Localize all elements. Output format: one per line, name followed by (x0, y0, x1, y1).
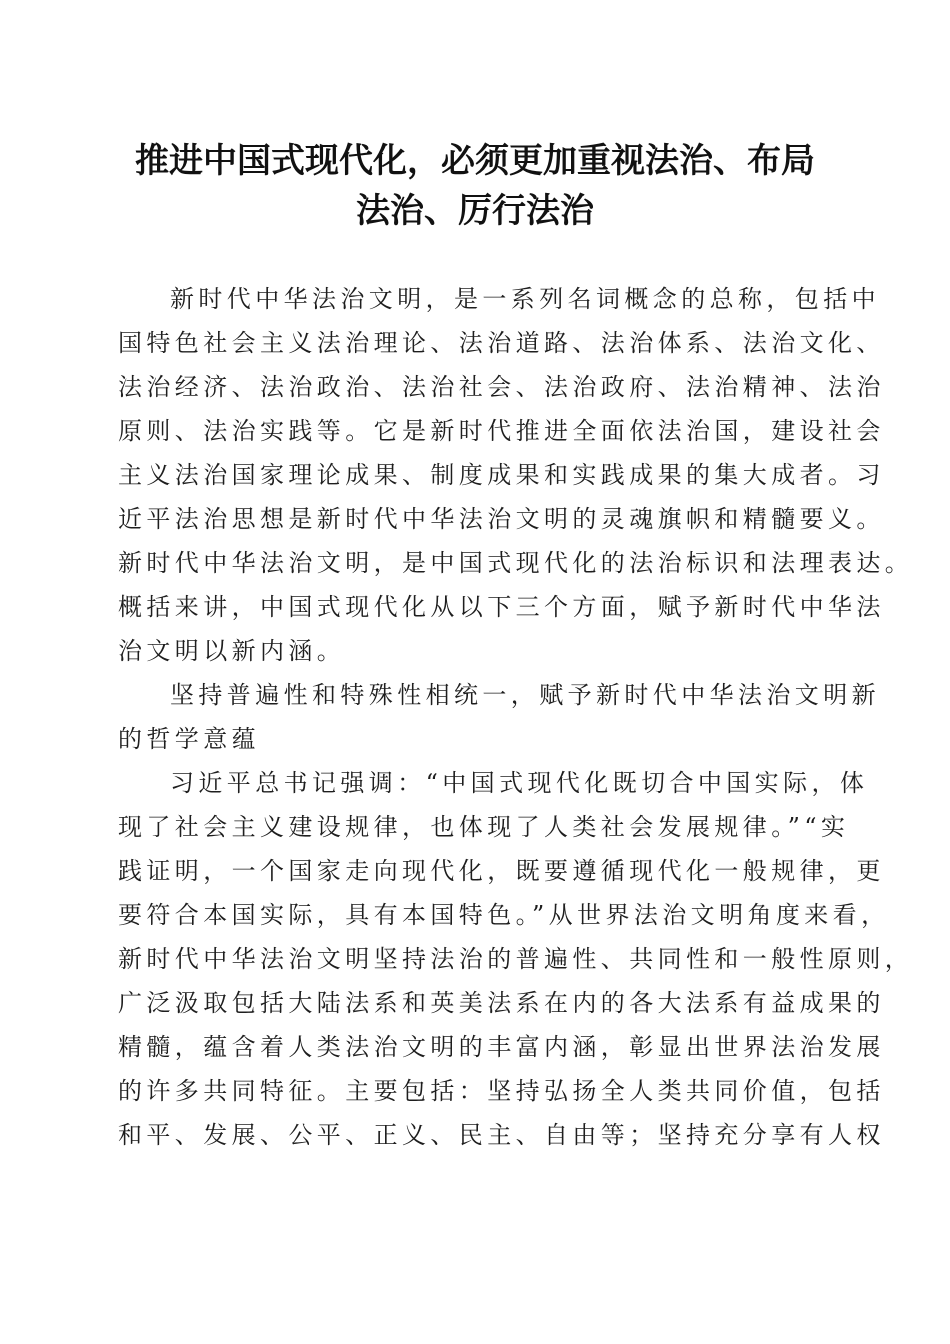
text-line: 法治经济、法治政治、法治社会、法治政府、法治精神、法治 (118, 373, 885, 401)
title-line-2: 法治、厉行法治 (356, 191, 594, 231)
section-heading-line: 坚持普遍性和特殊性相统一，赋予新时代中华法治文明新 (170, 681, 880, 709)
text-line: 现了社会主义建设规律，也体现了人类社会发展规律。”“实 (118, 813, 850, 841)
text-line: 的许多共同特征。主要包括：坚持弘扬全人类共同价值，包括 (118, 1077, 885, 1105)
text-line: 主义法治国家理论成果、制度成果和实践成果的集大成者。习 (118, 461, 885, 489)
text-line: 原则、法治实践等。它是新时代推进全面依法治国，建设社会 (118, 417, 885, 445)
text-line: 和平、发展、公平、正义、民主、自由等；坚持充分享有人权 (118, 1121, 885, 1149)
text-line: 新时代中华法治文明坚持法治的普遍性、共同性和一般性原则， (118, 945, 914, 973)
section-heading-line: 的哲学意蕴 (118, 725, 260, 753)
document-body (118, 277, 914, 1157)
title-line-1: 推进中国式现代化，必须更加重视法治、布局 (135, 141, 815, 181)
text-line: 广泛汲取包括大陆法系和英美法系在内的各大法系有益成果的 (118, 989, 885, 1017)
text-line: 习近平总书记强调：“中国式现代化既切合中国实际，体 (170, 769, 869, 797)
text-line: 要符合本国实际，具有本国特色。”从世界法治文明角度来看， (118, 901, 890, 929)
text-line: 国特色社会主义法治理论、法治道路、法治体系、法治文化、 (118, 329, 885, 357)
text-line: 概括来讲，中国式现代化从以下三个方面，赋予新时代中华法 (118, 593, 885, 621)
text-line: 近平法治思想是新时代中华法治文明的灵魂旗帜和精髓要义。 (118, 505, 885, 533)
text-line: 治文明以新内涵。 (118, 637, 346, 665)
text-line: 精髓，蕴含着人类法治文明的丰富内涵，彰显出世界法治发展 (118, 1033, 885, 1061)
document-title (110, 136, 840, 236)
text-line: 新时代中华法治文明，是一系列名词概念的总称，包括中 (170, 285, 880, 313)
text-line: 践证明，一个国家走向现代化，既要遵循现代化一般规律，更 (118, 857, 885, 885)
text-line: 新时代中华法治文明，是中国式现代化的法治标识和法理表达。 (118, 549, 914, 577)
